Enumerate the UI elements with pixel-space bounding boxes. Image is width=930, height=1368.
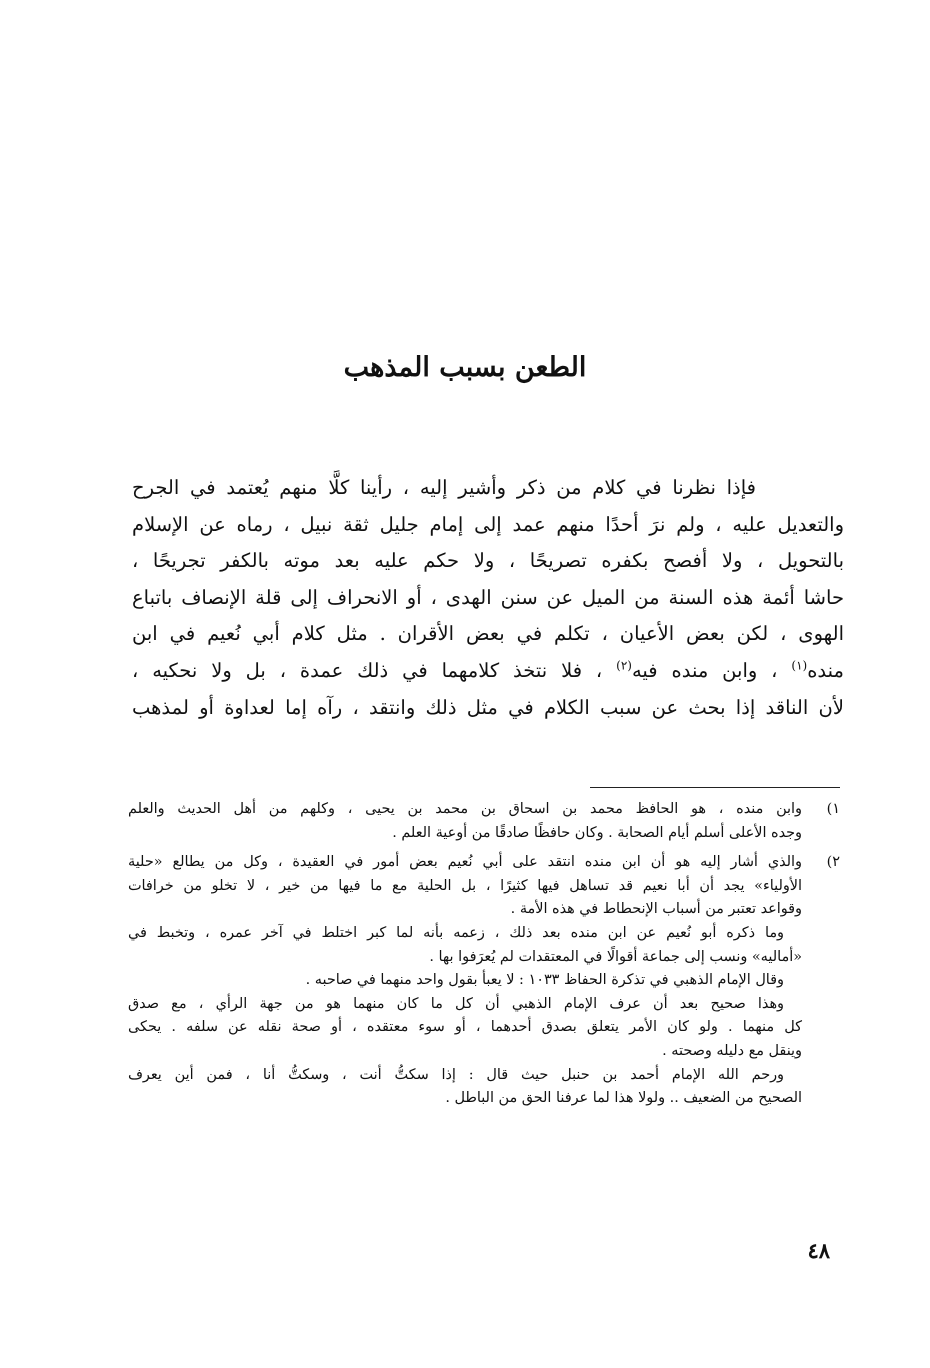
footnote-line: كل منهما . ولو كان الأمر يتعلق بصدق أحدهما ، أو سوء معتقده ، أو صحة نقله عن سلفه . يحكى bbox=[128, 1019, 802, 1036]
footnote-line: وقال الإمام الذهبي في تذكرة الحفاظ ١٠٣٣ : لا يعبأ بقول واحد منهما في صاحبه . bbox=[305, 972, 784, 989]
footnote-line: «أماليه» ونسب إلى جماعة أقوالًا في المعتقدات لم يُعرَفوا بها . bbox=[429, 948, 802, 965]
footnote-number: ١) bbox=[826, 801, 840, 817]
text-line: والتعديل عليه ، ولم نرَ أحدًا منهم عمد إلى إمام جليل ثقة نبيل ، رماه عن الإسلام bbox=[132, 512, 844, 536]
text-fragment: ، فلا نتخذ كلامهما في ذلك عمدة ، بل ولا نحكيه ، bbox=[132, 658, 617, 682]
footnote-line: وهذا صحيح بعد أن عرف الإمام الذهبي أن كل ما كان منهما هو من جهة الرأي ، مع صدق bbox=[128, 995, 784, 1012]
text-line bbox=[132, 653, 844, 690]
footnote-line: وقواعد تعتبر من أسباب الإنحطاط في هذه الأمة . bbox=[510, 901, 802, 918]
footnote-line bbox=[128, 798, 840, 822]
footnote-number: ٢) bbox=[826, 854, 840, 871]
text-line: لأن الناقد إذا بحث عن سبب الكلام في مثل ذلك وانتقد ، رآه إما لعداوة أو لمذهب bbox=[132, 695, 844, 719]
page-number: ٤٨ bbox=[807, 1238, 830, 1263]
text-line: بالتحويل ، ولا أفصح بكفره تصريحًا ، ولا حكم عليه بعد موته بالكفر تجريحًا ، bbox=[132, 549, 844, 573]
footnote-line: ورحم الله الإمام أحمد بن حنبل حيث قال : إذا سكتُّ أنت ، وسكتُّ أنا ، فمن أين يعرف bbox=[128, 1066, 784, 1083]
footnote-line: الأولياء» يجد أن أبا نعيم قد تساهل فيها كثيرًا ، بل الحلية مع ما فيها من خير ، لا تخلو من خرافات bbox=[128, 877, 802, 894]
text-line: فإذا نظرنا في كلام من ذكر وأشير إليه ، رأينا كلًّا منهم يُعتمد في الجرح bbox=[132, 476, 756, 499]
footnote-ref-1[interactable]: (١) bbox=[791, 658, 808, 673]
text-fragment: منده bbox=[807, 658, 844, 682]
text-line: حاشا أئمة هذه السنة من الميل عن سنن الهدى ، أو الانحراف إلى قلة الإنصاف باتباع bbox=[132, 585, 844, 609]
footnote-line bbox=[128, 851, 840, 875]
footnote-line: وينقل مع دليله وصحته . bbox=[662, 1042, 802, 1059]
footnote-text: والذي أشار إليه هو أن ابن منده انتقد على أبي نُعيم بعض أمور في العقيدة ، وكل من يطالع «حلية bbox=[128, 854, 802, 871]
footnote-line: الصحيح من الضعيف .. ولولا هذا لما عرفنا الحق من الباطل . bbox=[445, 1090, 802, 1107]
main-text bbox=[132, 470, 844, 726]
footnote-text: وابن منده ، هو الحافظ محمد بن اسحاق بن محمد بن يحيى ، وكلهم من أهل الحديث والعلم bbox=[128, 801, 802, 817]
footnote-line: وما ذكره أبو نُعيم عن ابن منده بعد ذلك ، زعمه بأنه لما كبر اختلط في آخر عمره ، وتخبط في bbox=[128, 924, 784, 941]
footnote-ref-2[interactable]: (٢) bbox=[616, 658, 632, 673]
text-line: الهوى ، لكن بعض الأعيان ، تكلم في بعض الأقران . مثل كلام أبي نُعيم في ابن bbox=[132, 622, 844, 646]
section-title: الطعن بسبب المذهب bbox=[343, 352, 587, 383]
footnotes bbox=[128, 798, 840, 1111]
footnote-divider bbox=[590, 787, 840, 788]
footnote-line: وجده الأعلى أسلم أيام الصحابة . وكان حافظًا صادقًا من أوعية العلم . bbox=[392, 824, 802, 841]
text-fragment: ، وابن منده فيه bbox=[631, 658, 792, 682]
